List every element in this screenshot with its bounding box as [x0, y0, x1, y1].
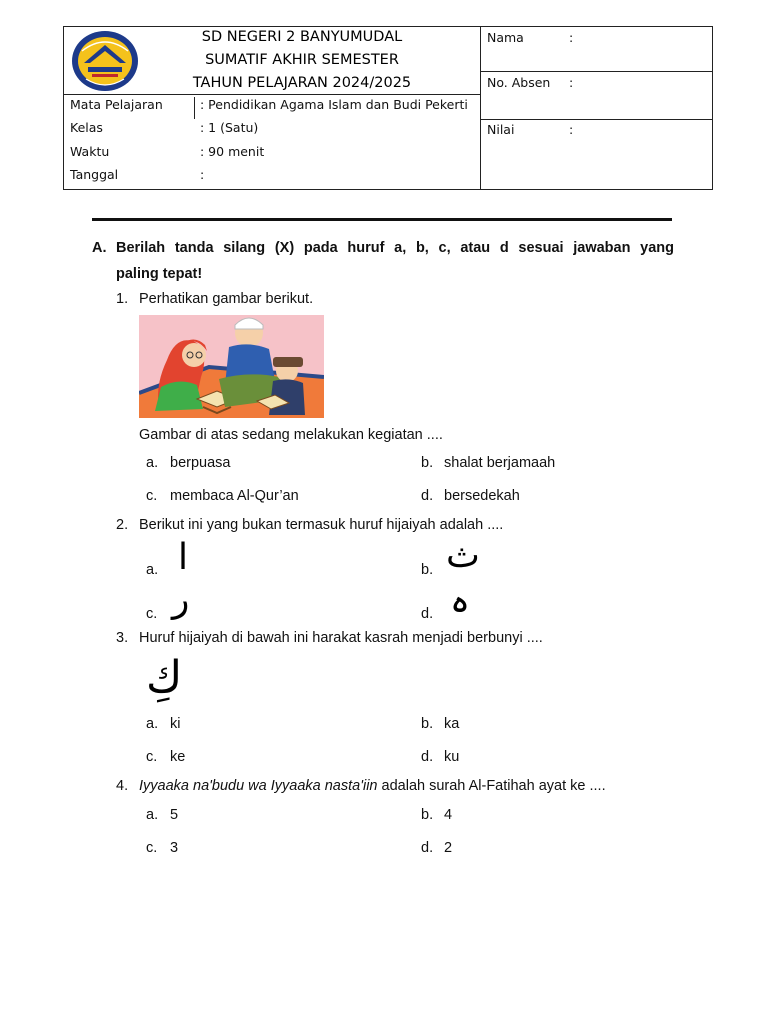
- header-right-block: [481, 27, 712, 189]
- q1-option-d-letter[interactable]: d.: [421, 488, 434, 504]
- question-3-text: Huruf hijaiyah di bawah ini harakat kasrah menjadi berbunyi ....: [139, 630, 543, 646]
- reading-quran-illustration: [139, 315, 324, 418]
- question-1-followup: Gambar di atas sedang melakukan kegiatan ....: [139, 427, 443, 443]
- q3-option-c-letter[interactable]: c.: [146, 749, 158, 765]
- score-colon: :: [569, 122, 574, 137]
- question-4-arabic-phrase: Iyyaaka na'budu wa Iyyaaka nasta'iin: [139, 778, 378, 794]
- question-4-text: [139, 778, 606, 794]
- q4-option-a-text[interactable]: 5: [170, 807, 179, 823]
- section-instruction-line1: Berilah tanda silang (X) pada huruf a, b, c, atau d sesuai jawaban yang: [116, 240, 674, 256]
- q4-option-c-text[interactable]: 3: [170, 840, 179, 856]
- q2-option-d-letter[interactable]: d.: [421, 606, 434, 622]
- q4-option-d-letter[interactable]: d.: [421, 840, 434, 856]
- q3-option-a-letter[interactable]: a.: [146, 716, 159, 732]
- q3-option-c-text[interactable]: ke: [170, 749, 186, 765]
- class-value: : 1 (Satu): [200, 120, 259, 135]
- q1-option-d-text[interactable]: bersedekah: [444, 488, 520, 504]
- question-3-number: 3.: [116, 630, 129, 646]
- q1-option-b-text[interactable]: shalat berjamaah: [444, 455, 556, 471]
- header-left-block: [64, 27, 481, 189]
- exam-title: SUMATIF AKHIR SEMESTER: [205, 52, 399, 68]
- q3-option-d-text[interactable]: ku: [444, 749, 460, 765]
- subject-label: Mata Pelajaran: [70, 97, 163, 112]
- q4-option-c-letter[interactable]: c.: [146, 840, 158, 856]
- question-1-number: 1.: [116, 291, 129, 307]
- info-row-class: [70, 120, 480, 142]
- info-row-subject: [70, 97, 480, 119]
- school-logo-icon: [70, 29, 140, 93]
- subject-value: : Pendidikan Agama Islam dan Budi Pekerti: [200, 97, 468, 112]
- q3-option-d-letter[interactable]: d.: [421, 749, 434, 765]
- exam-info-cell: [64, 95, 481, 189]
- q4-option-b-letter[interactable]: b.: [421, 807, 434, 823]
- name-field[interactable]: [481, 27, 712, 72]
- info-divider: [194, 97, 195, 119]
- school-name: SD NEGERI 2 BANYUMUDAL: [201, 29, 403, 45]
- q2-option-b-glyph[interactable]: ث: [446, 535, 480, 576]
- q3-option-b-letter[interactable]: b.: [421, 716, 434, 732]
- exam-header-table: [63, 26, 713, 190]
- name-label: Nama: [487, 30, 524, 45]
- q4-option-a-letter[interactable]: a.: [146, 807, 159, 823]
- academic-year: TAHUN PELAJARAN 2024/2025: [192, 75, 412, 91]
- q2-option-d-glyph[interactable]: ہ: [450, 581, 470, 621]
- info-row-date: [70, 167, 480, 189]
- q2-option-b-letter[interactable]: b.: [421, 562, 434, 578]
- date-label: Tanggal: [70, 167, 119, 182]
- q2-option-a-letter[interactable]: a.: [146, 562, 159, 578]
- q4-option-d-text[interactable]: 2: [444, 840, 453, 856]
- header-divider-line: [92, 218, 672, 221]
- q1-option-c-text[interactable]: membaca Al-Qur’an: [170, 488, 299, 504]
- q3-hijaiyah-glyph: كِ: [146, 652, 183, 703]
- question-2-text: Berikut ini yang bukan termasuk huruf hijaiyah adalah ....: [139, 517, 504, 533]
- score-field[interactable]: [481, 120, 712, 189]
- q3-option-a-text[interactable]: ki: [170, 716, 181, 732]
- question-1-text: Perhatikan gambar berikut.: [139, 291, 314, 307]
- q2-option-c-letter[interactable]: c.: [146, 606, 158, 622]
- school-title-cell: [64, 27, 481, 95]
- section-letter: A.: [92, 240, 107, 256]
- section-instruction-line2: paling tepat!: [116, 266, 203, 282]
- q1-option-b-letter[interactable]: b.: [421, 455, 434, 471]
- score-label: Nilai: [487, 122, 515, 137]
- date-value: :: [200, 167, 205, 182]
- time-label: Waktu: [70, 144, 110, 159]
- q1-option-a-letter[interactable]: a.: [146, 455, 159, 471]
- name-colon: :: [569, 30, 574, 45]
- absen-field[interactable]: [481, 72, 712, 120]
- absen-colon: :: [569, 75, 574, 90]
- question-4-rest: adalah surah Al-Fatihah ayat ke ....: [377, 778, 606, 794]
- question-4-number: 4.: [116, 778, 129, 794]
- question-2-number: 2.: [116, 517, 129, 533]
- info-row-time: [70, 144, 480, 166]
- time-value: : 90 menit: [200, 144, 265, 159]
- class-label: Kelas: [70, 120, 103, 135]
- q2-option-a-glyph[interactable]: ا: [178, 537, 189, 578]
- q4-option-b-text[interactable]: 4: [444, 807, 453, 823]
- q3-option-b-text[interactable]: ka: [444, 716, 460, 732]
- absen-label: No. Absen: [487, 75, 551, 90]
- q1-option-a-text[interactable]: berpuasa: [170, 455, 231, 471]
- q2-option-c-glyph[interactable]: ر: [172, 579, 190, 620]
- q1-option-c-letter[interactable]: c.: [146, 488, 158, 504]
